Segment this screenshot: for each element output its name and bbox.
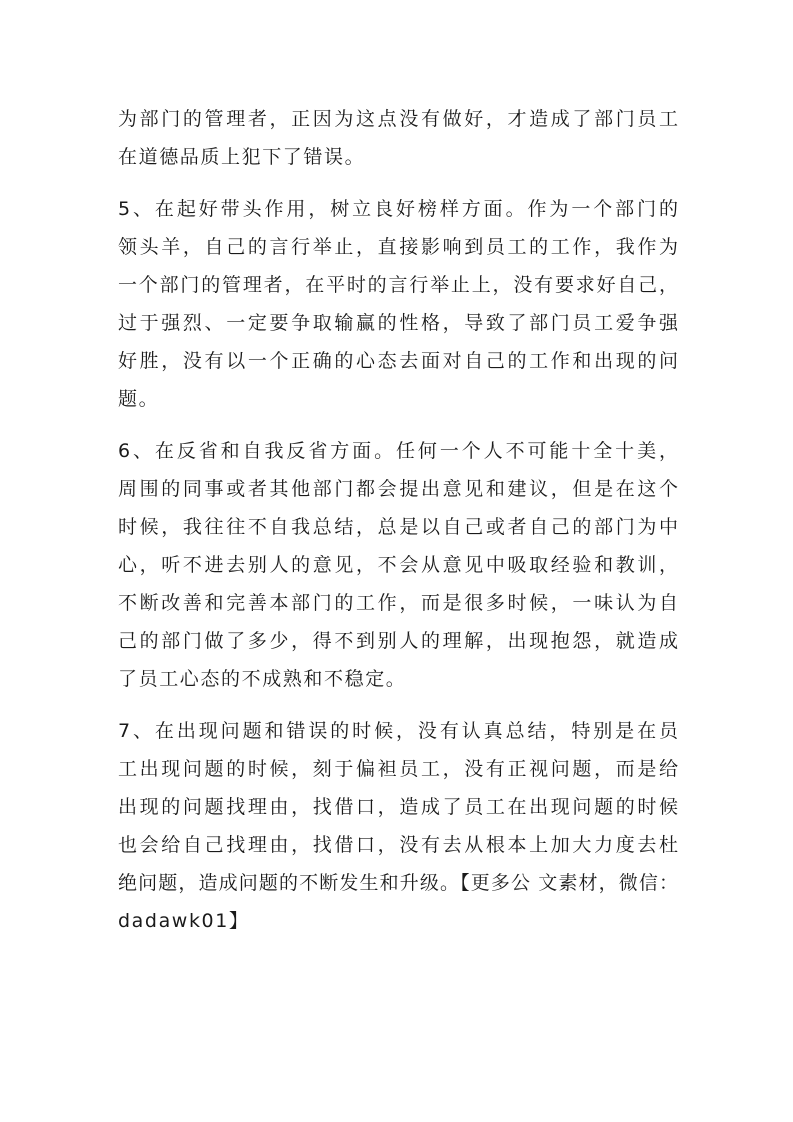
paragraph-line: 过于强烈、一定要争取输赢的性格，导致了部门员工爱争强 bbox=[118, 312, 678, 334]
paragraph-line: 领头羊，自己的言行举止，直接影响到员工的工作，我作为 bbox=[118, 236, 678, 258]
paragraph bbox=[118, 190, 678, 418]
paragraph-gap bbox=[118, 176, 678, 190]
paragraph-line: 了员工心态的不成熟和不稳定。 bbox=[118, 668, 407, 690]
paragraph-line: 6、在反省和自我反省方面。任何一个人不可能十全十美， bbox=[118, 440, 678, 462]
paragraph-line: 为部门的管理者，正因为这点没有做好，才造成了部门员工 bbox=[118, 108, 678, 130]
paragraph-line: 时候，我往往不自我总结，总是以自己或者自己的部门为中 bbox=[118, 516, 678, 538]
paragraph-line: 出现的问题找理由，找借口，造成了员工在出现问题的时候 bbox=[118, 796, 678, 818]
paragraph-line: 不断改善和完善本部门的工作，而是很多时候，一味认为自 bbox=[118, 592, 678, 614]
paragraph bbox=[118, 432, 678, 698]
paragraph-line: 好胜，没有以一个正确的心态去面对自己的工作和出现的问 bbox=[118, 350, 678, 372]
paragraph-gap bbox=[118, 698, 678, 712]
document-page bbox=[118, 100, 678, 940]
paragraph bbox=[118, 712, 678, 940]
paragraph-gap bbox=[118, 418, 678, 432]
paragraph-line: 周围的同事或者其他部门都会提出意见和建议，但是在这个 bbox=[118, 478, 678, 500]
paragraph-line: 己的部门做了多少，得不到别人的理解，出现抱怨，就造成 bbox=[118, 630, 678, 652]
paragraph-line: 5、在起好带头作用，树立良好榜样方面。作为一个部门的 bbox=[118, 198, 678, 220]
paragraph-line: 心，听不进去别人的意见，不会从意见中吸取经验和教训， bbox=[118, 554, 678, 576]
paragraph-line: 绝问题，造成问题的不断发生和升级。【更多公 文素材，微信： bbox=[118, 872, 678, 894]
paragraph-line: 一个部门的管理者，在平时的言行举止上，没有要求好自己， bbox=[118, 274, 678, 296]
paragraph-line: dadawk01】 bbox=[118, 910, 250, 932]
paragraph-line: 7、在出现问题和错误的时候，没有认真总结，特别是在员 bbox=[118, 720, 678, 742]
paragraph-line: 工出现问题的时候，刻于偏袒员工，没有正视问题，而是给 bbox=[118, 758, 678, 780]
paragraph-line: 在道德品质上犯下了错误。 bbox=[118, 146, 366, 168]
paragraph bbox=[118, 100, 678, 176]
paragraph-line: 也会给自己找理由，找借口，没有去从根本上加大力度去杜 bbox=[118, 834, 678, 856]
paragraph-line: 题。 bbox=[118, 388, 160, 410]
